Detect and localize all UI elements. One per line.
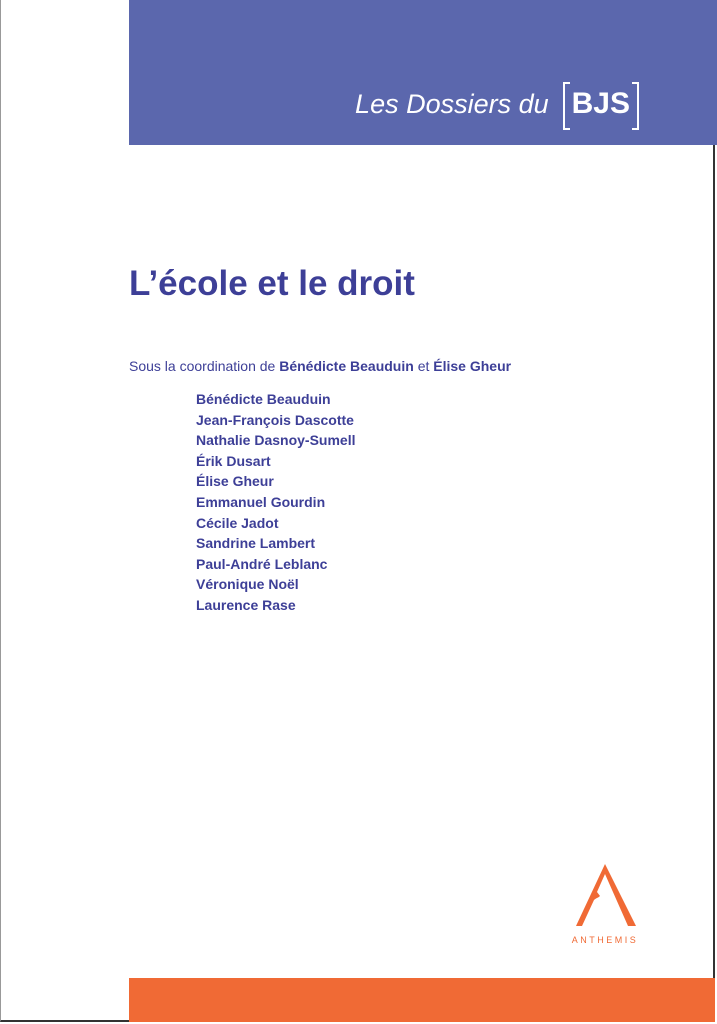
author: Cécile Jadot xyxy=(196,514,279,531)
author: Jean-François Dascotte xyxy=(196,411,354,428)
editor-2: Élise Gheur xyxy=(433,358,512,374)
publisher-name: ANTHEMIS xyxy=(571,935,639,945)
anthemis-a-icon xyxy=(570,862,640,928)
author: Paul-André Leblanc xyxy=(196,555,328,572)
book-title: L’école et le droit xyxy=(129,264,415,303)
author: Nathalie Dasnoy-Sumell xyxy=(196,432,356,449)
publisher-logo xyxy=(560,862,650,945)
author: Véronique Noël xyxy=(196,576,299,593)
author: Emmanuel Gourdin xyxy=(196,493,326,510)
author: Élise Gheur xyxy=(196,473,274,490)
coordination-prefix: Sous la coordination de xyxy=(129,358,276,374)
author: Laurence Rase xyxy=(196,596,296,613)
bjs-logo: BJS xyxy=(563,82,639,126)
coordination-line xyxy=(129,358,511,374)
series-title xyxy=(355,82,639,126)
header-band xyxy=(129,0,717,145)
footer-band xyxy=(129,978,715,1022)
author: Érik Dusart xyxy=(196,452,271,469)
series-prefix: Les Dossiers du xyxy=(355,88,549,119)
author: Sandrine Lambert xyxy=(196,535,316,552)
author: Bénédicte Beauduin xyxy=(196,391,331,407)
coordination-conjunction: et xyxy=(417,358,430,374)
editor-1: Bénédicte Beauduin xyxy=(279,358,414,374)
author-list xyxy=(196,389,356,616)
